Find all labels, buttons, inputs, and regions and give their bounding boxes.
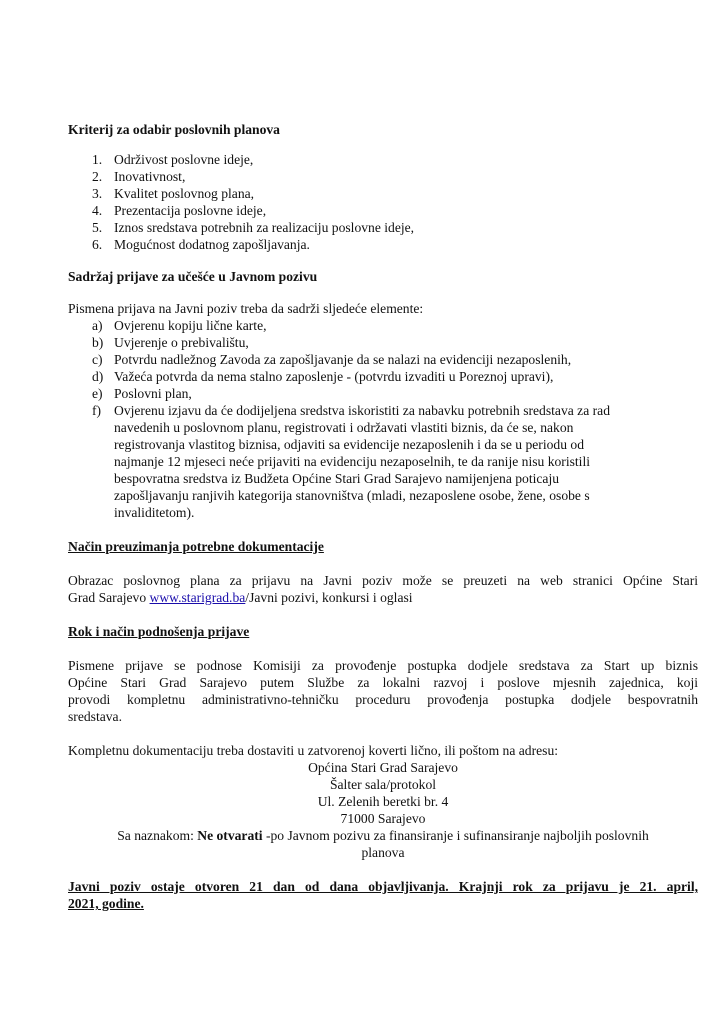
list-item-continuation: navedenih u poslovnom planu, registrovati i održavati vlastiti biznis, da će se, nakon	[114, 420, 574, 435]
list-item-continuation: bespovratna sredstva iz Budžeta Općine Stari Grad Sarajevo namijenjena poticaju	[114, 471, 560, 486]
submission-paragraph-line: Pismene prijave se podnose Komisiji za provođenje postupka dodjele sredstava za Start up biznis	[68, 658, 698, 673]
download-heading: Način preuzimanja potrebne dokumentacije	[68, 539, 324, 554]
address-line: 71000 Sarajevo	[340, 811, 426, 826]
list-item-continuation: invaliditetom).	[114, 505, 195, 520]
deadline-line2: 2021, godine.	[68, 896, 144, 911]
submission-paragraph-line: Općine Stari Grad Sarajevo putem Službe za lokalni razvoj i poslove mjesnih zajednica, koji	[68, 675, 698, 690]
contents-intro: Pismena prijava na Javni poziv treba da sadrži sljedeće elemente:	[68, 301, 424, 316]
delivery-instructions: Kompletnu dokumentaciju treba dostaviti u zatvorenoj koverti lično, ili poštom na adresu:	[68, 743, 559, 758]
envelope-note: Sa naznakom: Ne otvarati -po Javnom pozivu za finansiranje i sufinansiranje najboljih poslovnih	[117, 828, 649, 843]
list-item-continuation: registrovanja vlastitog biznisa, odjaviti sa evidencije nezaposlenih i da se u periodu od	[114, 437, 584, 452]
list-item-continuation: najmanje 12 mjeseci neće prijaviti na evidenciju nezaposelnih, te da ranije nisu koristili	[114, 454, 591, 469]
deadline-line1: Javni poziv ostaje otvoren 21 dan od dana objavljivanja. Krajnji rok za prijavu je 21. april,	[68, 879, 698, 894]
list-item-continuation: zapošljavanju ranjivih kategorija stanovništva (mladi, nezaposlene osobe, žene, osobe s	[114, 488, 590, 503]
submission-heading: Rok i način podnošenja prijave	[68, 624, 250, 639]
website-link[interactable]: www.starigrad.ba	[149, 590, 246, 605]
address-line: Općina Stari Grad Sarajevo	[308, 760, 458, 775]
address-line: Ul. Zelenih beretki br. 4	[317, 794, 449, 809]
envelope-note-line2: planova	[361, 845, 405, 860]
address-line: Šalter sala/protokol	[329, 777, 437, 792]
submission-paragraph-line: sredstava.	[68, 709, 122, 724]
download-text-line1: Obrazac poslovnog plana za prijavu na Javni poziv može se preuzeti na web stranici Općine Stari	[68, 573, 698, 588]
submission-paragraph-line: provodi kompletnu administrativno-tehničku proceduru provođenja postupka dodjele bespovratnih	[68, 692, 698, 707]
criteria-heading: Kriterij za odabir poslovnih planova	[68, 122, 280, 137]
download-text-line2: Grad Sarajevo www.starigrad.ba/Javni pozivi, konkursi i oglasi	[68, 590, 413, 605]
contents-heading: Sadržaj prijave za učešće u Javnom pozivu	[68, 269, 318, 284]
